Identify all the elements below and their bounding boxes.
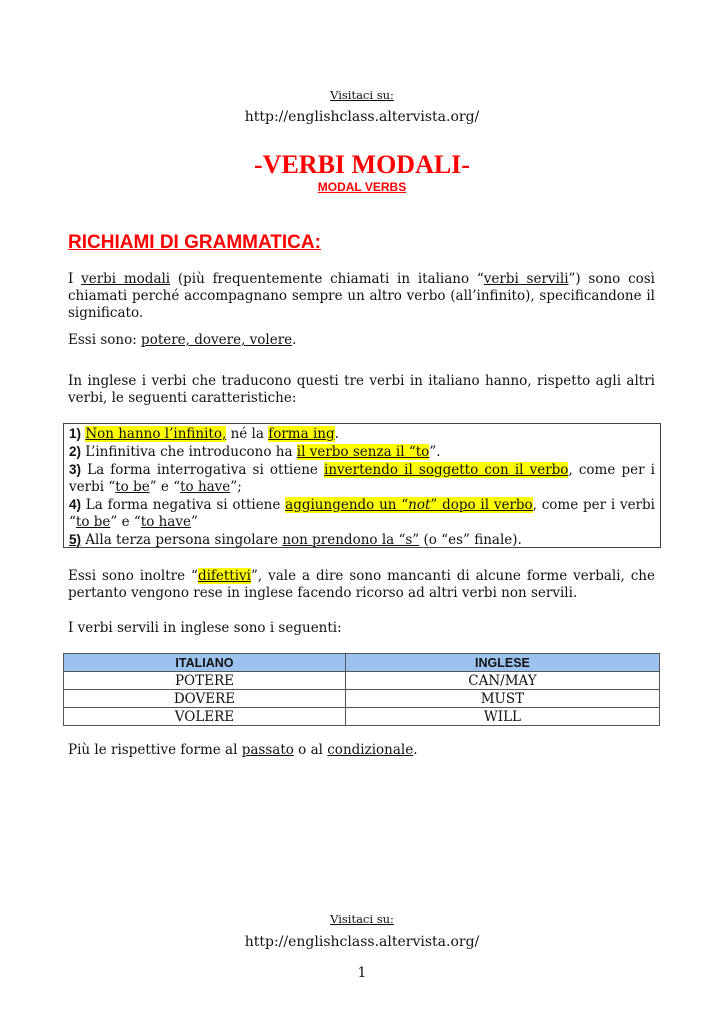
- text-run: , come per i verbi “: [69, 497, 655, 530]
- rule-5: [69, 531, 655, 549]
- table-cell: WILL: [345, 708, 659, 726]
- text-run: La forma interrogativa si ottiene: [81, 462, 325, 478]
- text-run: Essi sono:: [68, 332, 142, 348]
- highlight: Non hanno l’infinito,: [85, 426, 227, 442]
- page-number: 1: [357, 965, 367, 981]
- table-row: [64, 690, 660, 708]
- text-run: ” e “: [110, 514, 141, 530]
- text-run: .: [413, 742, 418, 758]
- closing-paragraph: [68, 742, 655, 759]
- highlight: difettivi: [197, 568, 251, 584]
- text-run: , come per i verbi “: [69, 462, 655, 495]
- footer-visit-label: Visitaci su:: [330, 912, 394, 926]
- text-run: ”) sono così chiamati perché accompagnano sempre un altro verbo (all’infinito), specificandone il significato.: [68, 271, 655, 321]
- term-verbi-modali: verbi modali: [81, 271, 171, 287]
- underlined-term: non prendono la “s”: [282, 532, 420, 548]
- column-header-italiano: ITALIANO: [64, 654, 346, 672]
- table-row: [64, 672, 660, 690]
- table-intro: I verbi servili in inglese sono i seguenti:: [68, 620, 342, 636]
- highlight: [285, 497, 533, 513]
- text-run: .: [292, 332, 297, 348]
- rule-number: 5): [69, 532, 82, 547]
- text-run: ”;: [230, 479, 242, 495]
- text-run: .: [334, 426, 339, 442]
- highlight: forma ing: [268, 426, 335, 442]
- underlined-term: to have: [180, 479, 231, 495]
- rule-number: 4): [69, 497, 82, 512]
- text-run: Essi sono inoltre “: [68, 568, 198, 584]
- table-cell: POTERE: [64, 672, 346, 690]
- table-row: [64, 708, 660, 726]
- defective-paragraph: [68, 568, 655, 602]
- text-run: (più frequentemente chiamati in italiano “: [170, 271, 484, 287]
- rule-4: [69, 496, 655, 531]
- table-cell: CAN/MAY: [345, 672, 659, 690]
- text-run: né la: [226, 426, 269, 442]
- rule-number: 1): [69, 426, 82, 441]
- text-run: (o “es” finale).: [419, 532, 522, 548]
- rule-2: [69, 443, 655, 461]
- text-run: L’infinitiva che introducono ha: [81, 444, 297, 460]
- column-header-inglese: INGLESE: [345, 654, 659, 672]
- underlined-term: condizionale: [327, 742, 414, 758]
- italic-term: not: [408, 497, 431, 513]
- text-run: Più le rispettive forme al: [68, 742, 242, 758]
- underlined-term: to be: [115, 479, 150, 495]
- text-run: ”.: [429, 444, 441, 460]
- header-url[interactable]: http://englishclass.altervista.org/: [244, 109, 480, 125]
- page-subtitle: MODAL VERBS: [317, 180, 407, 194]
- text-run: La forma negativa si ottiene: [81, 497, 286, 513]
- text-run: o al: [293, 742, 328, 758]
- table-header-row: [64, 654, 660, 672]
- footer-url[interactable]: http://englishclass.altervista.org/: [244, 934, 480, 950]
- underlined-term: passato: [241, 742, 294, 758]
- underlined-term: to be: [75, 514, 111, 530]
- text-run: aggiungendo un “: [285, 497, 409, 513]
- table-cell: VOLERE: [64, 708, 346, 726]
- verbs-table: [63, 653, 660, 726]
- text-run: Alla terza persona singolare: [81, 532, 283, 548]
- text-run: ” e “: [149, 479, 181, 495]
- text-run: ”: [190, 514, 198, 530]
- header-visit-label: Visitaci su:: [330, 88, 394, 102]
- term-verbi-servili: verbi servili: [483, 271, 569, 287]
- verbs-list-paragraph: [68, 332, 655, 349]
- section-heading: RICHIAMI DI GRAMMATICA:: [68, 232, 321, 253]
- text-run: I: [68, 271, 82, 287]
- highlight: il verbo senza il “to: [296, 444, 430, 460]
- underlined-term: to have: [140, 514, 191, 530]
- highlight: invertendo il soggetto con il verbo: [324, 462, 569, 478]
- text-run: ”, vale a dire sono mancanti di alcune forme verbali, che pertanto vengono rese in inglese facendo ricorso ad altri verbi non servili.: [68, 568, 655, 601]
- rule-number: 2): [69, 444, 82, 459]
- rules-box: [63, 423, 661, 548]
- page-title: -VERBI MODALI-: [254, 150, 470, 179]
- text-run: ” dopo il verbo: [430, 497, 533, 513]
- table-cell: DOVERE: [64, 690, 346, 708]
- verbs-list: potere, dovere, volere: [141, 332, 293, 348]
- characteristics-intro: In inglese i verbi che traducono questi tre verbi in italiano hanno, rispetto agli altri verbi, le seguenti caratteristiche:: [68, 373, 655, 406]
- table-cell: MUST: [345, 690, 659, 708]
- rule-1: [69, 425, 655, 443]
- intro-paragraph: [68, 271, 655, 322]
- rule-3: [69, 461, 655, 496]
- rule-number: 3): [69, 462, 82, 477]
